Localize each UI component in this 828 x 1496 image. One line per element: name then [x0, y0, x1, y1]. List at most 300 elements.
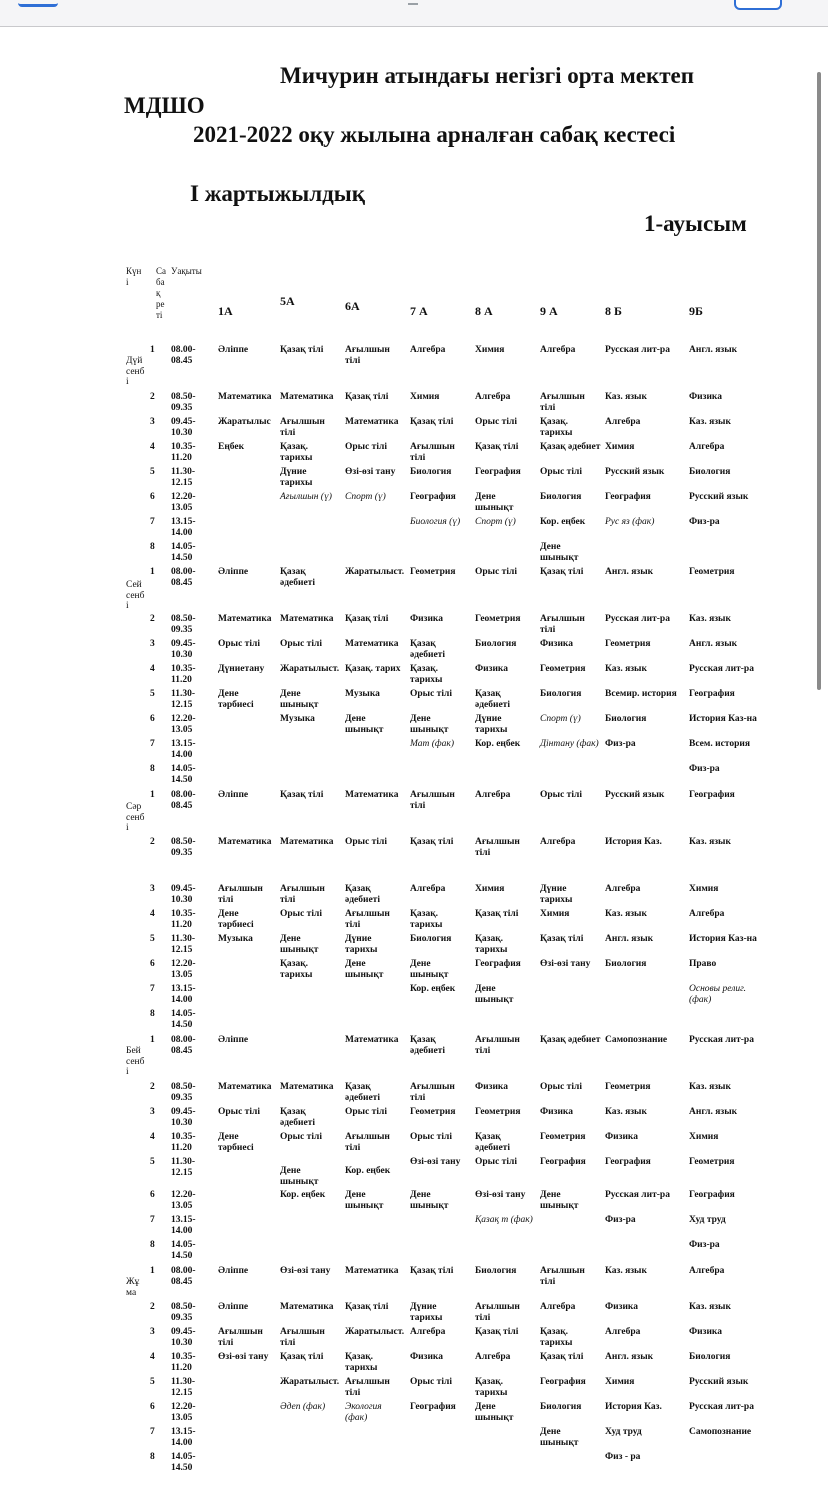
schedule-cell: Физика — [410, 614, 444, 624]
lesson-time: 08.50- 09.35 — [171, 1302, 196, 1323]
schedule-cell: Математика — [345, 417, 399, 427]
header-class: 1А — [218, 304, 233, 318]
schedule-cell: Русская лит-ра — [689, 1035, 754, 1045]
schedule-cell: Қазақ. тарихы — [345, 1352, 378, 1373]
schedule-cell: Қазақ. тарих — [345, 664, 401, 674]
lesson-time: 13.15- 14.00 — [171, 517, 196, 538]
schedule-cell: Кор. еңбек — [345, 1166, 391, 1176]
school-title: Мичурин атындағы негізгі орта мектеп — [280, 63, 694, 88]
menu-button[interactable] — [734, 0, 782, 10]
schedule-cell: География — [689, 1190, 735, 1200]
schedule-cell: Әліппе — [218, 1266, 249, 1276]
lesson-number: 7 — [150, 984, 155, 994]
schedule-cell: Орыс тілі — [345, 442, 387, 452]
lesson-time: 10.35- 11.20 — [171, 1352, 196, 1373]
lesson-time: 14.05- 14.50 — [171, 542, 196, 563]
lesson-time: 14.05- 14.50 — [171, 1240, 196, 1261]
schedule-cell: Дене шынықт — [475, 492, 514, 513]
schedule-cell: Физика — [410, 1352, 444, 1362]
schedule-cell: Физика — [475, 664, 509, 674]
schedule-cell: Ағылшын тілі — [540, 392, 585, 413]
lesson-number: 5 — [150, 1377, 155, 1387]
lesson-number: 2 — [150, 614, 155, 624]
schedule-cell: Музыка — [218, 934, 253, 944]
schedule-cell: География — [689, 689, 735, 699]
schedule-cell: Химия — [605, 442, 635, 452]
schedule-cell: Орыс тілі — [475, 417, 517, 427]
schedule-cell: География — [540, 1377, 586, 1387]
schedule-cell: Физ-ра — [605, 739, 636, 749]
schedule-cell: Биология — [540, 689, 582, 699]
schedule-cell: Қазақ. тарихы — [540, 417, 573, 438]
schedule-cell: Қазақ тілі — [280, 790, 324, 800]
schedule-cell: Математика — [345, 1035, 399, 1045]
schedule-cell: Русская лит-ра — [605, 345, 670, 355]
schedule-cell: Жаратылыст. — [280, 1377, 340, 1387]
schedule-cell: Әліппе — [218, 1302, 249, 1312]
schedule-cell: Қазақ тілі — [410, 1266, 454, 1276]
schedule-cell: Спорт (ү) — [345, 492, 386, 502]
lesson-number: 6 — [150, 714, 155, 724]
schedule-cell: Музыка — [280, 714, 315, 724]
schedule-cell: История Каз. — [605, 837, 662, 847]
schedule-cell: Дене шынықт — [410, 714, 449, 735]
back-button[interactable] — [18, 0, 58, 7]
schedule-cell: Қазақ. тарихы — [280, 959, 313, 980]
schedule-cell: Ағылшын тілі — [280, 1327, 325, 1348]
school-abbreviation: МДШО — [124, 93, 205, 118]
schedule-cell: Каз. язык — [689, 1302, 731, 1312]
schedule-cell: Қазақ тілі — [540, 1352, 584, 1362]
schedule-cell: Еңбек — [218, 442, 245, 452]
lesson-number: 4 — [150, 1132, 155, 1142]
lesson-time: 08.50- 09.35 — [171, 614, 196, 635]
lesson-number: 6 — [150, 959, 155, 969]
schedule-cell: Қазақ тілі — [475, 909, 519, 919]
schedule-cell: Жаратылыс — [218, 417, 271, 427]
shift-label: 1-ауысым — [644, 211, 747, 236]
schedule-cell: Алгебра — [475, 790, 511, 800]
lesson-number: 5 — [150, 1157, 155, 1167]
schedule-cell: Математика — [345, 790, 399, 800]
lesson-number: 5 — [150, 689, 155, 699]
schedule-cell: Русская лит-ра — [605, 614, 670, 624]
schedule-cell: Алгебра — [410, 345, 446, 355]
schedule-cell: Орыс тілі — [280, 909, 322, 919]
lesson-number: 4 — [150, 442, 155, 452]
lesson-time: 09.45- 10.30 — [171, 1327, 196, 1348]
schedule-cell: Геометрия — [605, 639, 651, 649]
header-class: 9Б — [689, 304, 703, 318]
lesson-number: 7 — [150, 517, 155, 527]
schedule-cell: Орыс тілі — [345, 1107, 387, 1117]
schedule-cell: Англ. язык — [605, 1352, 654, 1362]
lesson-time: 12.20- 13.05 — [171, 1190, 196, 1211]
scrollbar[interactable] — [817, 72, 821, 690]
schedule-cell: Ағылшын тілі — [345, 1132, 390, 1153]
schedule-cell: Қазақ тілі — [410, 837, 454, 847]
schedule-cell: Жаратылыст. — [345, 567, 405, 577]
schedule-cell: Кор. еңбек — [410, 984, 456, 994]
schedule-cell: География — [410, 1402, 456, 1412]
schedule-cell: Алгебра — [475, 1352, 511, 1362]
schedule-cell: Геометрия — [540, 664, 586, 674]
schedule-cell: Худ труд — [605, 1427, 642, 1437]
schedule-cell: История Каз. — [605, 1402, 662, 1412]
schedule-cell: Ағылшын тілі — [540, 1266, 585, 1287]
schedule-cell: Алгебра — [605, 1327, 641, 1337]
schedule-cell: Орыс тілі — [218, 639, 260, 649]
schedule-cell: Дене шынықт — [540, 1190, 579, 1211]
schedule-cell: Жаратылыст. — [345, 1327, 405, 1337]
schedule-cell: Дене шынықт — [280, 689, 319, 710]
lesson-time: 11.30- 12.15 — [171, 1377, 196, 1398]
schedule-cell: Биология — [689, 467, 731, 477]
schedule-cell: Қазақ әдебиеті — [410, 1035, 445, 1056]
lesson-time: 11.30- 12.15 — [171, 1157, 196, 1178]
lesson-number: 6 — [150, 1402, 155, 1412]
schedule-cell: Дене шынықт — [345, 959, 384, 980]
lesson-time: 12.20- 13.05 — [171, 1402, 196, 1423]
schedule-cell: История Каз-на — [689, 934, 757, 944]
schedule-cell: Өзі-өзі тану — [218, 1352, 269, 1362]
schedule-cell: Дүние тарихы — [410, 1302, 443, 1323]
schedule-cell: Ағылшын тілі — [218, 884, 263, 905]
schedule-cell: Математика — [218, 837, 272, 847]
lesson-time: 08.50- 09.35 — [171, 1082, 196, 1103]
schedule-cell: География — [605, 1157, 651, 1167]
schedule-cell: Каз. язык — [605, 1266, 647, 1276]
schedule-cell: Орыс тілі — [410, 689, 452, 699]
schedule-cell: Алгебра — [689, 442, 725, 452]
schedule-cell: Әдеп (фак) — [280, 1402, 326, 1412]
schedule-cell: Русский язык — [689, 492, 749, 502]
schedule-cell: Ағылшын тілі — [218, 1327, 263, 1348]
schedule-cell: Қазақ. тарихы — [410, 909, 443, 930]
schedule-cell: Қазақ тілі — [475, 1327, 519, 1337]
schedule-cell: Қазақ тілі — [540, 934, 584, 944]
schedule-cell: Кор. еңбек — [280, 1190, 326, 1200]
schedule-cell: Ағылшын (ү) — [280, 492, 332, 502]
schedule-cell: История Каз-на — [689, 714, 757, 724]
schedule-cell: Биология — [475, 639, 517, 649]
schedule-cell: Каз. язык — [605, 1107, 647, 1117]
schedule-cell: Физика — [540, 1107, 574, 1117]
schedule-cell: Ағылшын тілі — [475, 837, 520, 858]
schedule-cell: Ағылшын тілі — [345, 1377, 390, 1398]
schedule-cell: Ағылшын тілі — [280, 417, 325, 438]
schedule-cell: Математика — [280, 1302, 334, 1312]
schedule-cell: Химия — [689, 884, 719, 894]
day-label: Бей сенб і — [126, 1046, 145, 1077]
schedule-cell: Экология (фак) — [345, 1402, 382, 1423]
schedule-cell: Дүние тарихы — [280, 467, 313, 488]
schedule-cell: Ағылшын тілі — [475, 1035, 520, 1056]
schedule-cell: Спорт (ү) — [475, 517, 516, 527]
schedule-cell: Всем. история — [689, 739, 750, 749]
schedule-cell: Әліппе — [218, 567, 249, 577]
schedule-cell: Алгебра — [540, 837, 576, 847]
schedule-cell: Англ. язык — [605, 567, 654, 577]
schedule-cell: Химия — [475, 884, 505, 894]
schedule-cell: Дүние тарихы — [345, 934, 378, 955]
schedule-cell: Кор. еңбек — [540, 517, 586, 527]
schedule-cell: Дене шынықт — [410, 1190, 449, 1211]
schedule-cell: Қазақ. тарихы — [410, 664, 443, 685]
schedule-cell: Физика — [475, 1082, 509, 1092]
schedule-cell: Дене шынықт — [410, 959, 449, 980]
schedule-cell: География — [540, 1157, 586, 1167]
lesson-number: 6 — [150, 492, 155, 502]
schedule-cell: Алгебра — [410, 884, 446, 894]
lesson-number: 5 — [150, 934, 155, 944]
schedule-cell: Геометрия — [410, 567, 456, 577]
lesson-number: 7 — [150, 1215, 155, 1225]
schedule-cell: Қазақ әдебиеті — [345, 884, 380, 905]
schedule-cell: Қазақ тілі — [280, 345, 324, 355]
schedule-cell: Дене тәрбиесі — [218, 1132, 254, 1153]
schedule-cell: Орыс тілі — [345, 837, 387, 847]
header-class: 8 А — [475, 304, 493, 318]
lesson-number: 8 — [150, 1240, 155, 1250]
schedule-cell: Геометрия — [475, 614, 521, 624]
schedule-cell: Физика — [689, 392, 723, 402]
schedule-cell: Ағылшын тілі — [280, 884, 325, 905]
schedule-cell: Физика — [689, 1327, 723, 1337]
schedule-cell: Алгебра — [605, 417, 641, 427]
schedule-cell: География — [605, 492, 651, 502]
schedule-cell: Ағылшын тілі — [540, 614, 585, 635]
schedule-cell: Дене тәрбиесі — [218, 909, 254, 930]
schedule-cell: Химия — [475, 345, 505, 355]
schedule-cell: Дене шынықт — [540, 542, 579, 563]
header-day: Күн і — [126, 266, 142, 287]
schedule-cell: География — [689, 790, 735, 800]
lesson-time: 08.50- 09.35 — [171, 837, 196, 858]
lesson-number: 4 — [150, 909, 155, 919]
browser-toolbar — [0, 0, 828, 27]
schedule-cell: Музыка — [345, 689, 380, 699]
schedule-cell: Қазақ. тарихы — [540, 1327, 573, 1348]
schedule-cell: Қазақ әдебиеті — [280, 1107, 315, 1128]
schedule-cell: Қазақ әдебиеті — [475, 689, 510, 710]
schedule-cell: Химия — [605, 1377, 635, 1387]
lesson-number: 4 — [150, 1352, 155, 1362]
schedule-cell: Биология — [410, 467, 452, 477]
schedule-cell: Право — [689, 959, 717, 969]
schedule-cell: Жаратылыст. — [280, 664, 340, 674]
lesson-number: 3 — [150, 417, 155, 427]
schedule-cell: Дене шынықт — [540, 1427, 579, 1448]
schedule-cell: Математика — [345, 1266, 399, 1276]
schedule-cell: Өзі-өзі тану — [280, 1266, 331, 1276]
schedule-cell: Қазақ тілі — [280, 1352, 324, 1362]
schedule-cell: Геометрия — [605, 1082, 651, 1092]
schedule-cell: Әліппе — [218, 790, 249, 800]
header-class: 6А — [345, 299, 360, 313]
lesson-time: 10.35- 11.20 — [171, 1132, 196, 1153]
lesson-number: 1 — [150, 1035, 155, 1045]
schedule-cell: Орыс тілі — [475, 567, 517, 577]
schedule-cell: Өзі-өзі тану — [345, 467, 396, 477]
schedule-cell: Дүниетану — [218, 664, 265, 674]
schedule-cell: Дене шынықт — [345, 1190, 384, 1211]
schedule-cell: Ағылшын тілі — [475, 1302, 520, 1323]
schedule-cell: Русский язык — [605, 467, 665, 477]
lesson-number: 8 — [150, 1009, 155, 1019]
header-class: 9 А — [540, 304, 558, 318]
schedule-cell: Математика — [280, 392, 334, 402]
schedule-cell: Химия — [689, 1132, 719, 1142]
schedule-cell: Ағылшын тілі — [410, 442, 455, 463]
schedule-cell: Математика — [280, 1082, 334, 1092]
lesson-time: 12.20- 13.05 — [171, 492, 196, 513]
schedule-cell: Орыс тілі — [540, 467, 582, 477]
lesson-number: 3 — [150, 884, 155, 894]
schedule-cell: Математика — [280, 837, 334, 847]
lesson-number: 1 — [150, 345, 155, 355]
schedule-cell: География — [475, 467, 521, 477]
schedule-cell: Русский язык — [689, 1377, 749, 1387]
schedule-cell: География — [410, 492, 456, 502]
lesson-time: 10.35- 11.20 — [171, 909, 196, 930]
schedule-cell: Орыс тілі — [280, 639, 322, 649]
schedule-cell: Русский язык — [605, 790, 665, 800]
lesson-time: 13.15- 14.00 — [171, 1427, 196, 1448]
schedule-cell: Математика — [280, 614, 334, 624]
schedule-cell: Орыс тілі — [218, 1107, 260, 1117]
schedule-cell: Геометрия — [689, 567, 735, 577]
schedule-cell: Қазақ тілі — [410, 417, 454, 427]
schedule-cell: Англ. язык — [689, 639, 738, 649]
header-class: 7 А — [410, 304, 428, 318]
lesson-time: 08.50- 09.35 — [171, 392, 196, 413]
schedule-cell: Геометрия — [689, 1157, 735, 1167]
schedule-cell: Математика — [218, 1082, 272, 1092]
schedule-cell: Физика — [540, 639, 574, 649]
schedule-cell: Математика — [218, 392, 272, 402]
lesson-number: 1 — [150, 1266, 155, 1276]
lesson-time: 08.00- 08.45 — [171, 345, 196, 366]
schedule-cell: Дене шынықт — [280, 1166, 319, 1187]
schedule-cell: Математика — [345, 639, 399, 649]
schedule-cell: Өзі-өзі тану — [475, 1190, 526, 1200]
schedule-cell: Англ. язык — [605, 934, 654, 944]
lesson-time: 10.35- 11.20 — [171, 664, 196, 685]
schedule-cell: Русская лит-ра — [605, 1190, 670, 1200]
lesson-time: 13.15- 14.00 — [171, 739, 196, 760]
schedule-cell: Кор. еңбек — [475, 739, 521, 749]
lesson-time: 13.15- 14.00 — [171, 984, 196, 1005]
lesson-time: 11.30- 12.15 — [171, 934, 196, 955]
schedule-cell: Каз. язык — [689, 614, 731, 624]
url-indicator — [408, 0, 418, 5]
schedule-cell: Орыс тілі — [410, 1132, 452, 1142]
lesson-number: 8 — [150, 764, 155, 774]
header-class: 5А — [280, 294, 295, 308]
schedule-cell: Каз. язык — [605, 664, 647, 674]
schedule-cell: Дүние тарихы — [540, 884, 573, 905]
schedule-cell: Орыс тілі — [410, 1377, 452, 1387]
schedule-cell: Мат (фак) — [410, 739, 455, 749]
lesson-time: 08.00- 08.45 — [171, 567, 196, 588]
schedule-cell: Қазақ. тарихы — [280, 442, 313, 463]
schedule-cell: Ағылшын тілі — [345, 909, 390, 930]
lesson-time: 11.30- 12.15 — [171, 689, 196, 710]
schedule-cell: Англ. язык — [689, 345, 738, 355]
schedule-cell: Қазақ әдебиеті — [410, 639, 445, 660]
schedule-cell: Алгебра — [540, 345, 576, 355]
lesson-time: 14.05- 14.50 — [171, 1009, 196, 1030]
schedule-cell: Әліппе — [218, 345, 249, 355]
schedule-cell: Орыс тілі — [475, 1157, 517, 1167]
schedule-cell: Рус яз (фак) — [605, 517, 655, 527]
day-label: Сей сенб і — [126, 580, 145, 611]
lesson-time: 09.45- 10.30 — [171, 639, 196, 660]
lesson-time: 12.20- 13.05 — [171, 959, 196, 980]
schedule-cell: Қазақ әдебиеті — [475, 1132, 510, 1153]
lesson-number: 7 — [150, 1427, 155, 1437]
schedule-cell: Геометрия — [475, 1107, 521, 1117]
lesson-number: 2 — [150, 837, 155, 847]
schedule-cell: Самопознание — [689, 1427, 752, 1437]
schedule-cell: Каз. язык — [605, 392, 647, 402]
schedule-cell: Биология (ү) — [410, 517, 461, 527]
schedule-cell: Математика — [218, 614, 272, 624]
schedule-cell: Каз. язык — [689, 1082, 731, 1092]
header-time: Уақыты — [171, 266, 202, 276]
schedule-cell: Биология — [540, 1402, 582, 1412]
lesson-number: 1 — [150, 567, 155, 577]
schedule-cell: Өзі-өзі тану — [540, 959, 591, 969]
schedule-cell: Русская лит-ра — [689, 664, 754, 674]
schedule-cell: Орыс тілі — [280, 1132, 322, 1142]
lesson-time: 14.05- 14.50 — [171, 764, 196, 785]
schedule-cell: Қазақ тілі — [345, 392, 389, 402]
lesson-number: 3 — [150, 1107, 155, 1117]
lesson-number: 2 — [150, 1082, 155, 1092]
schedule-cell: Спорт (ү) — [540, 714, 581, 724]
schedule-cell: Ағылшын тілі — [410, 790, 455, 811]
schedule-cell: Ағылшын тілі — [410, 1082, 455, 1103]
schedule-cell: Геометрия — [410, 1107, 456, 1117]
schedule-cell: Дене шынықт — [280, 934, 319, 955]
schedule-cell: Биология — [605, 959, 647, 969]
schedule-cell: Алгебра — [689, 909, 725, 919]
schedule-cell: Қазақ әдебиет — [540, 442, 601, 452]
lesson-number: 2 — [150, 392, 155, 402]
schedule-cell: Қазақ әдебиеті — [280, 567, 315, 588]
lesson-time: 09.45- 10.30 — [171, 1107, 196, 1128]
schedule-cell: Ағылшын тілі — [345, 345, 390, 366]
schedule-cell: Қазақ тілі — [475, 442, 519, 452]
lesson-number: 4 — [150, 664, 155, 674]
schedule-cell: Физика — [605, 1302, 639, 1312]
lesson-number: 8 — [150, 542, 155, 552]
lesson-time: 08.00- 08.45 — [171, 790, 196, 811]
schedule-cell: Физ-ра — [689, 764, 720, 774]
schedule-cell: Алгебра — [410, 1327, 446, 1337]
schedule-cell: Қазақ әдебиет — [540, 1035, 601, 1045]
schedule-cell: Алгебра — [689, 1266, 725, 1276]
schedule-cell: Химия — [540, 909, 570, 919]
lesson-time: 09.45- 10.30 — [171, 884, 196, 905]
schedule-cell: Қазақ тілі — [345, 1302, 389, 1312]
schedule-cell: Дінтану (фак) — [540, 739, 599, 749]
schedule-cell: Дене тәрбиесі — [218, 689, 254, 710]
schedule-cell: Дүние тарихы — [475, 714, 508, 735]
schedule-cell: Биология — [410, 934, 452, 944]
